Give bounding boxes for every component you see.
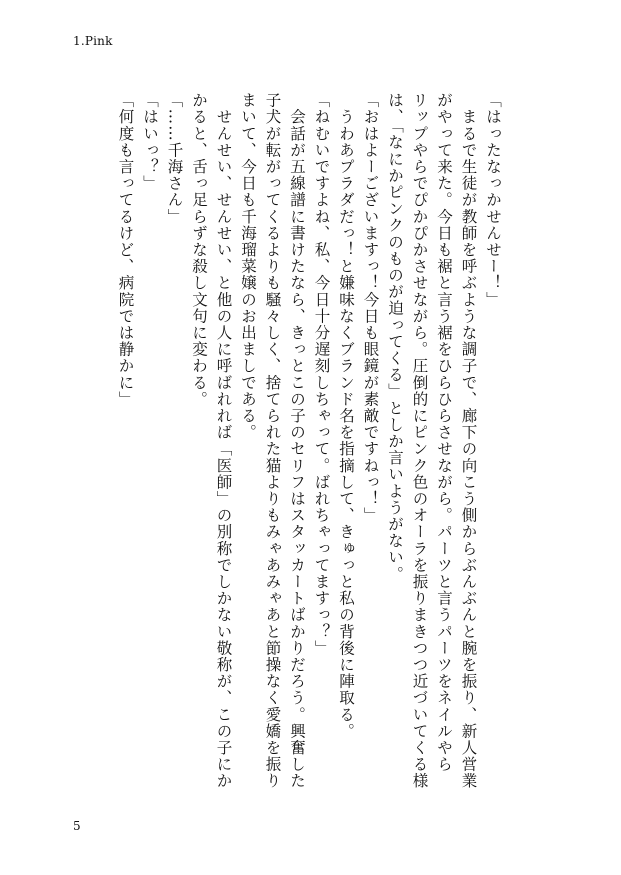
text-line: リップやらでぴかぴかさせながら。圧倒的にピンク色のオーラを振りまきつつ近づいてくる様 <box>410 92 429 790</box>
text-line: 「ねむいですよね、私、今日十分遅刻しちゃって。ばれちゃってますっ？」 <box>312 92 331 657</box>
text-line: まるで生徒が教師を呼ぶような調子で、廊下の向こう側からぶんぶんと腕を振り、新人営業 <box>459 92 478 790</box>
text-line: 会話が五線譜に書けたなら、きっとこの子のセリフはスタッカートばかりだろう。興奮した <box>288 92 306 790</box>
text-line: 「はったなっかせんせー！」 <box>484 92 502 308</box>
text-line: がやって来た。今日も裾と言う裾をひらひらさせながら。パーツと言うパーツをネイルやら <box>435 92 453 773</box>
chapter-header: 1.Pink <box>73 34 113 48</box>
text-line: 「……千海さん」 <box>165 92 184 225</box>
text-line: 「何度も言ってるけど、病院では静かに」 <box>116 92 135 408</box>
page-number: 5 <box>73 819 81 833</box>
text-line: かると、舌っ足らずな殺し文句に変わる。 <box>190 92 208 408</box>
text-line: せんせい、せんせい、と他の人に呼ばれれば「医師」の別称でしかない敬称が、この子にか <box>214 92 233 790</box>
text-line: 「はいっ？」 <box>141 92 159 192</box>
text-line: は、「なにかピンクのものが迫ってくる」としか言いようがない。 <box>386 92 404 583</box>
text-line: 子犬が転がってくるよりも騒々しく、捨てられた猫よりもみゃあみゃあと節操なく愛嬌を振り <box>263 92 282 790</box>
text-line: うわあプラダだっ！と嫌味なくブランド名を指摘して、きゅっと私の背後に陣取る。 <box>337 92 355 740</box>
vertical-body-text <box>65 92 505 802</box>
text-line: まいて、今日も千海瑠菜嬢のお出ましである。 <box>239 92 257 441</box>
text-line: 「おはよーございますっ！今日も眼鏡が素敵ですねっ！」 <box>361 92 380 524</box>
